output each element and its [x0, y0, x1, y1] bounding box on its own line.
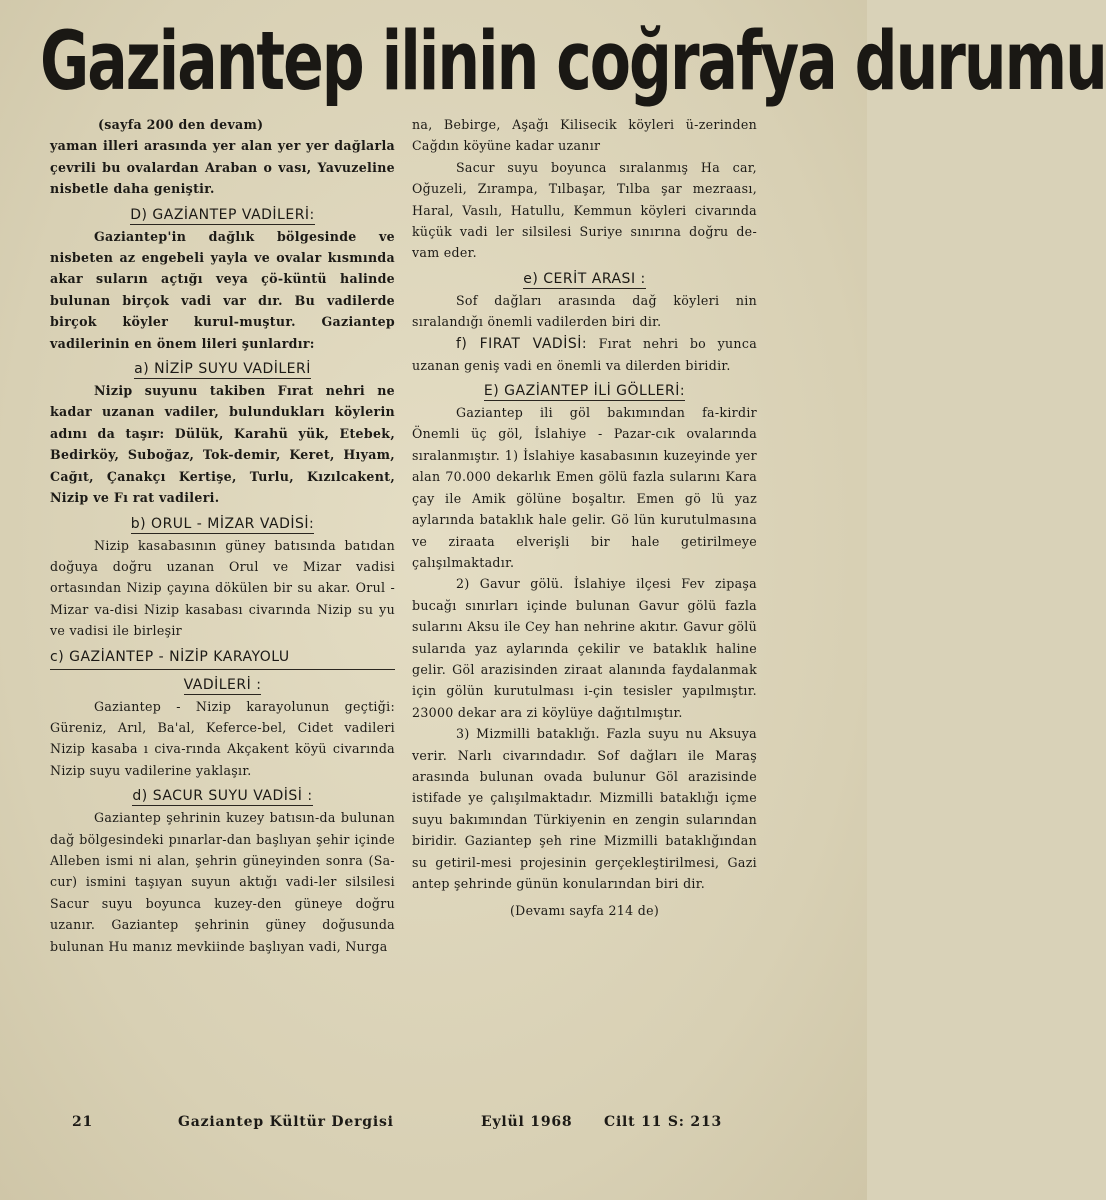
paragraph-text: Fırat nehri bo yunca uzanan geniş vadi en önemli va dilerden biridir. [412, 335, 758, 373]
heading-text: e) CERİT ARASI : [523, 270, 646, 287]
heading-text: c) GAZİANTEP - NİZİP KARAYOLU [50, 646, 395, 670]
page-number: 21 [72, 1114, 94, 1130]
paragraph: Nizip suyunu takiben Fırat nehri ne kadar uzanan vadiler, bulundukları köylerin adını da taşır: Dülük, Karahü yük, Etebek, Bedirköy, Suboğaz, Tok-demir, Keret, Hıyam, Cağıt, Çanakçı Kertişe, Turlu, Kızılcakent, Nizip ve Fı rat vadileri. [50, 383, 395, 506]
continues-on-note: (Devamı sayfa 214 de) [509, 903, 660, 919]
subheading-orul-mizar [50, 513, 395, 535]
paragraph: yaman illeri arasında yer alan yer yer dağlarla çevrili bu ovalardan Araban o vası, Yavuzeline nisbetle daha geniştir. [50, 138, 395, 197]
heading-text: d) SACUR SUYU VADİSİ : [132, 788, 313, 805]
paragraph: 2) Gavur gölü. İslahiye ilçesi Fev zipaşa bucağı sınırları içinde bulunan Gavur gölü fazla sularını Aksu ile Cey han nehrine akıtır. Gavur gölü sularıda yaz aylarında çekilir ve bataklık haline gelir. Göl arazisinden ziraat alanında faydalanmak için gölün kurutulması i-çin tesisler yapılmıştır. 23000 dekar ara zi köylüye dağıtılmıştır. [412, 576, 757, 720]
paragraph: na, Bebirge, Aşağı Kilisecik köyleri ü-zerinden Cağdın köyüne kadar uzanır [412, 117, 757, 154]
heading-text: a) NİZİP SUYU VADİLERİ [134, 361, 311, 378]
paragraph: 3) Mizmilli bataklığı. Fazla suyu nu Aksuya verir. Narlı civarındadır. Sof dağları ile Maraş arasında bulunan ovada bulunur Göl arazisinde istifade ye çalışılmaktadır. Mizmilli bataklığı içme suyu bakımından Türkiyenin en zengin sularından biridir. Gaziantep şeh rine Mizmilli bataklığından su getiril-mesi projesinin gerçekleştirilmesi, Gazi antep şehrinde günün konularından biri dir. [412, 726, 757, 891]
right-column [412, 114, 757, 922]
heading-text: VADİLERİ : [183, 676, 262, 693]
inline-heading-firat: f) FIRAT VADİSİ: [456, 335, 588, 352]
subheading-cerit [412, 268, 757, 290]
article-title: Gaziantep ilinin coğrafya durumu [40, 14, 1106, 110]
journal-name: Gaziantep Kültür Dergisi [178, 1114, 394, 1130]
page-footer [0, 1114, 867, 1138]
paragraph: Sacur suyu boyunca sıralanmış Ha car, Oğuzeli, Zırampa, Tılbaşar, Tılba şar mezraası, Haral, Vasılı, Hatullu, Kemmun köyleri civarında küçük vadi ler silsilesi Suriye sınırına doğru de-vam eder. [412, 159, 757, 261]
paragraph: Gaziantep ili göl bakımından fa-kirdir Önemli üç göl, İslahiye - Pazar-cık ovalarında sıralanmıştır. 1) İslahiye kasabasının kuzeyinde yer alan 70.000 dekarlık Emen gölü fazla sularını Kara çay ile Amik gölüne boşaltır. Emen gö lü yaz aylarında bataklık hale gelir. Gö lün kurutulmasına ve ziraata elverişli bir hale getirilmeye çalışılmaktadır. [412, 405, 757, 570]
subheading-sacur [50, 785, 395, 807]
heading-text: b) ORUL - MİZAR VADİSİ: [130, 515, 315, 532]
heading-text: D) GAZİANTEP VADİLERİ: [130, 206, 315, 223]
subheading-karayolu [50, 646, 395, 670]
heading-text: E) GAZİANTEP İLİ GÖLLERİ: [483, 383, 686, 400]
left-column [50, 114, 395, 957]
issue-date: Eylül 1968 [481, 1114, 573, 1130]
paragraph: Gaziantep'in dağlık bölgesinde ve nisbeten az engebeli yayla ve ovalar kısmında akar suların açtığı veya çö-küntü halinde bulunan birçok vadi var dır. Bu vadilerde birçok köyler kurul-muştur. Gaziantep vadilerinin en önem lileri şunlardır: [50, 228, 395, 351]
issue-volume: Cilt 11 S: 213 [604, 1114, 723, 1130]
paragraph-firat [412, 333, 757, 376]
paragraph: Nizip kasabasının güney batısında batıdan doğuya doğru uzanan Orul ve Mizar vadisi ortasından Nizip çayına dökülen bir su akar. Orul - Mizar va-disi Nizip kasabası civarında Nizip su yu ve vadisi ile birleşir [50, 537, 395, 639]
paragraph: Gaziantep şehrinin kuzey batısın-da bulunan dağ bölgesindeki pınarlar-dan başlıyan şehir içinde Alleben ismi ni alan, şehrin güneyinden sonra (Sa-cur) ismini taşıyan suyun aktığı vadi-ler silsilesi Sacur suyu boyunca kuzey-den güneye doğru uzanır. Gaziantep şehrinin güney doğusunda bulunan Hu manız mevkiinde başlıyan vadi, Nurga [50, 810, 395, 954]
subheading-nizip [50, 358, 395, 380]
section-heading-lakes [412, 380, 757, 402]
paragraph: Gaziantep - Nizip karayolunun geçtiği: Güreniz, Arıl, Ba'al, Keferce-bel, Cidet vadileri Nizip kasaba ı civa-rında Akçakent köyü civarında Nizip suyu vadilerine yaklaşır. [50, 698, 395, 778]
continued-from-note: (sayfa 200 den devam) [98, 117, 264, 132]
section-heading-valleys [50, 204, 395, 226]
paragraph: Sof dağları arasında dağ köyleri nin sıralandığı önemli vadilerden biri dir. [412, 292, 757, 330]
subheading-karayolu-cont [50, 674, 395, 696]
